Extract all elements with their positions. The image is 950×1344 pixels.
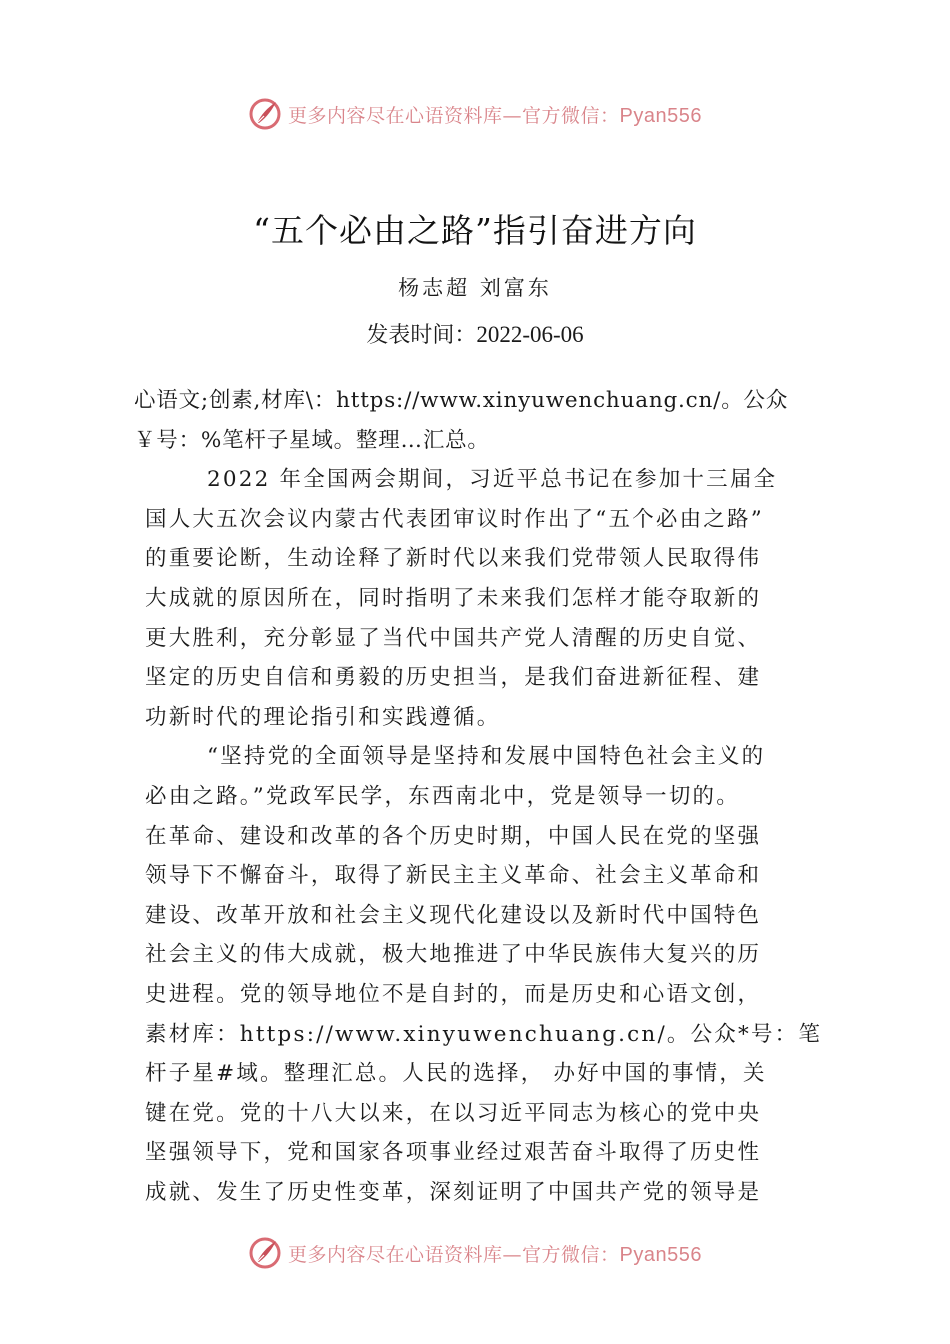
watermark-label: 更多内容尽在心语资料库—官方微信： — [288, 104, 620, 127]
watermark-text — [288, 1240, 702, 1267]
paragraph-line: 坚定的历史自信和勇毅的历史担当，是我们奋进新征程、建 — [145, 665, 762, 691]
watermark-wechat-id: Pyan556 — [619, 104, 702, 127]
paragraph-line: 在革命、建设和改革的各个历史时期，中国人民在党的坚强 — [145, 823, 762, 849]
paragraph-line: 必由之路。”党政军民学，东西南北中，党是领导一切的。 — [145, 783, 740, 809]
paragraph-1 — [134, 460, 844, 737]
paragraph-line: 键在党。党的十八大以来，在以习近平同志为核心的党中央 — [145, 1100, 762, 1126]
header-watermark — [0, 94, 950, 134]
watermark-wechat-id: Pyan556 — [619, 1243, 702, 1266]
paragraph-line: “坚持党的全面领导是坚持和发展中国特色社会主义的 — [207, 744, 766, 770]
paragraph-line: 2022 年全国两会期间，习近平总书记在参加十三届全 — [207, 467, 778, 493]
paragraph-line: 领导下不懈奋斗，取得了新民主主义革命、社会主义革命和 — [145, 863, 762, 889]
paragraph-line: 坚强领导下，党和国家各项事业经过艰苦奋斗取得了历史性 — [145, 1140, 762, 1166]
paragraph-2 — [134, 737, 844, 1212]
paragraph-line: 更大胜利，充分彰显了当代中国共产党人清醒的历史自觉、 — [145, 625, 762, 651]
paragraph-line: 建设、改革开放和社会主义现代化建设以及新时代中国特色 — [145, 902, 762, 928]
paragraph-line: 的重要论断，生动诠释了新时代以来我们党带领人民取得伟 — [145, 546, 762, 572]
feather-pen-logo-icon — [248, 97, 282, 131]
watermark-label: 更多内容尽在心语资料库—官方微信： — [288, 1243, 620, 1266]
watermark-text — [288, 101, 702, 128]
paragraph-line: 功新时代的理论指引和实践遵循。 — [145, 704, 501, 730]
paragraph-line: 史进程。党的领导地位不是自封的，而是历史和心语文创， — [145, 981, 762, 1007]
paragraph-line: 大成就的原因所在，同时指明了未来我们怎样才能夺取新的 — [145, 585, 762, 611]
paragraph-line: 成就、发生了历史性变革，深刻证明了中国共产党的领导是 — [145, 1179, 762, 1205]
source-note-line: ￥号：%笔杆子星域。整理…汇总。 — [134, 427, 490, 453]
paragraph-line: 社会主义的伟大成就，极大地推进了中华民族伟大复兴的历 — [145, 942, 762, 968]
footer-watermark — [0, 1233, 950, 1273]
paragraph-line: 国人大五次会议内蒙古代表团审议时作出了“五个必由之路” — [145, 506, 764, 532]
article-authors: 杨志超 刘富东 — [398, 276, 552, 300]
publish-date-value: 2022-06-06 — [476, 322, 584, 347]
paragraph-line: 杆子星#域。整理汇总。人民的选择， 办好中国的事情，关 — [145, 1061, 767, 1087]
publish-date-label: 发表时间： — [366, 323, 477, 348]
feather-pen-logo-icon — [248, 1236, 282, 1270]
article-title: “五个必由之路”指引奋进方向 — [253, 211, 697, 250]
article-body — [134, 381, 844, 1212]
paragraph-line: 素材库：https://www.xinyuwenchuang.cn/。公众*号：笔 — [145, 1021, 823, 1047]
source-note-line: 心语文;创素,材库\：https://www.xinyuwenchuang.cn/。公众 — [134, 388, 789, 413]
publish-date — [0, 318, 950, 349]
